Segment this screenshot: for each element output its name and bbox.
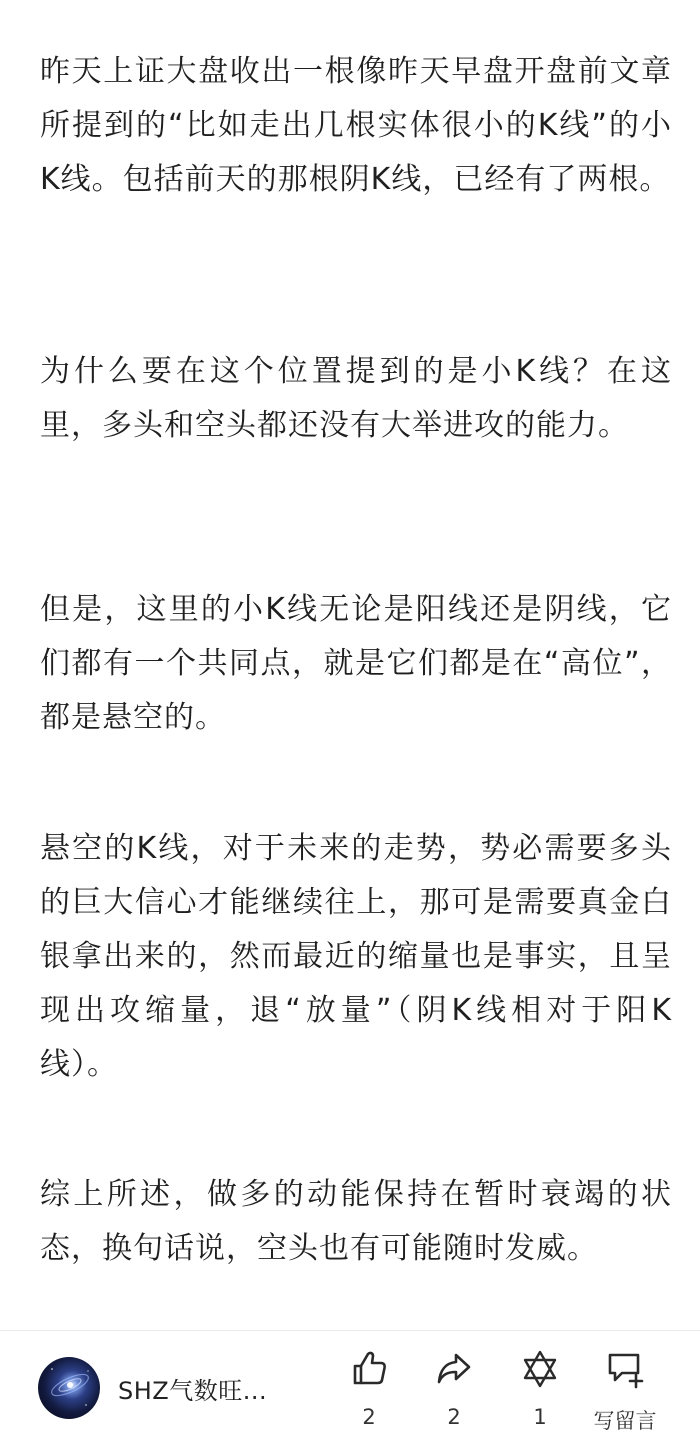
share-arrow-icon (434, 1349, 474, 1389)
favorite-count: 1 (533, 1405, 547, 1429)
avatar[interactable] (38, 1357, 100, 1419)
write-comment-label: 写留言 (593, 1409, 657, 1433)
article-paragraph: 悬空的K线，对于未来的走势，势必需要多头的巨大信心才能继续往上，那可是需要真金白银拿出来的，然而最近的缩量也是事实，且呈现出攻缩量，退“放量”（阴K线相对于阳K线）。 (40, 831, 672, 1082)
article-paragraph: 为什么要在这个位置提到的是小K线？在这里，多头和空头都还没有大举进攻的能力。 (40, 354, 672, 443)
write-comment-button[interactable] (585, 1349, 665, 1439)
author-info[interactable] (38, 1355, 267, 1421)
like-button[interactable] (329, 1349, 409, 1439)
bottom-action-bar (0, 1330, 700, 1444)
thumbs-up-icon (349, 1349, 389, 1389)
article-paragraph: 综上所述，做多的动能保持在暂时衰竭的状态，换句话说，空头也有可能随时发威。 (40, 1177, 672, 1266)
galaxy-icon (38, 1357, 100, 1419)
article-paragraph: 但是，这里的小K线无论是阳线还是阴线，它们都有一个共同点，就是它们都是在“高位”，都是悬空的。 (40, 592, 672, 735)
favorite-button[interactable] (500, 1349, 580, 1439)
article-paragraph: 昨天上证大盘收出一根像昨天早盘开盘前文章所提到的“比如走出几根实体很小的K线”的小K线。包括前天的那根阴K线，已经有了两根。 (40, 54, 672, 197)
author-name[interactable]: SHZ气数旺... (118, 1376, 268, 1405)
share-button[interactable] (414, 1349, 494, 1439)
star-of-david-icon (520, 1349, 560, 1389)
comment-plus-icon (605, 1349, 645, 1389)
like-count: 2 (362, 1405, 376, 1429)
share-count: 2 (447, 1405, 461, 1429)
